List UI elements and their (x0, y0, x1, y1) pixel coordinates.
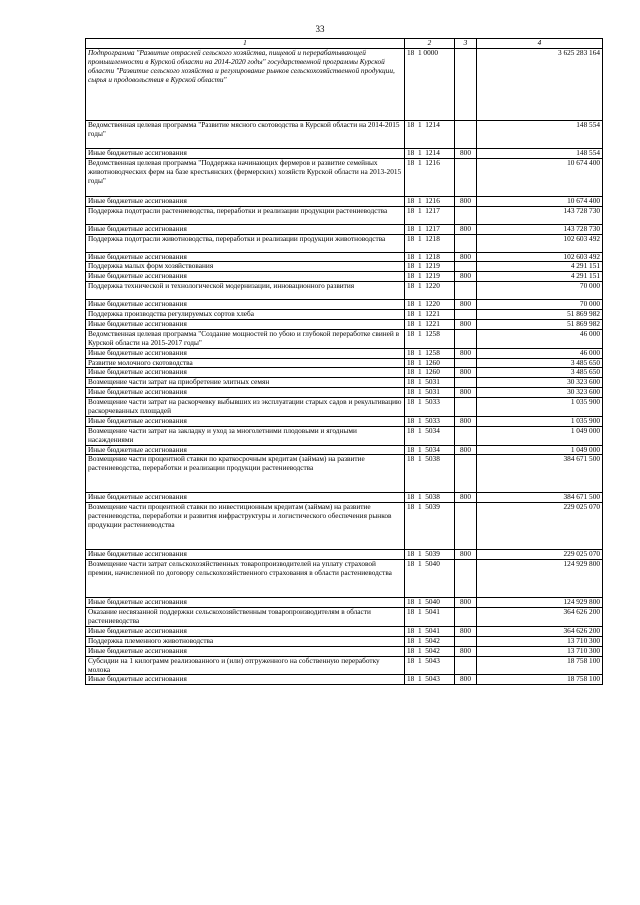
row-amount-cell: 13 710 300 (477, 636, 603, 646)
row-amount-cell: 1 035 900 (477, 416, 603, 426)
row-name-cell: Иные бюджетные ассигнования (86, 300, 405, 310)
row-expense-type-cell: 800 (455, 368, 477, 378)
row-name-cell: Иные бюджетные ассигнования (86, 388, 405, 398)
row-name-cell: Возмещение части затрат сельскохозяйственных товаропроизводителей на уплату страховой премии, начисленной по договору сельскохозяйственного страхования в области растениеводства (86, 560, 405, 598)
row-expense-type-cell: 800 (455, 675, 477, 685)
row-name-cell: Иные бюджетные ассигнования (86, 368, 405, 378)
row-expense-type-cell: 800 (455, 598, 477, 608)
row-amount-cell: 1 049 000 (477, 426, 603, 445)
row-code-cell: 18 1 5042 (405, 636, 455, 646)
row-code-cell: 18 1 5040 (405, 598, 455, 608)
table-row (86, 598, 603, 608)
row-expense-type-cell: 800 (455, 320, 477, 330)
row-amount-cell: 148 554 (477, 148, 603, 158)
row-amount-cell: 10 674 400 (477, 158, 603, 196)
row-name-cell: Иные бюджетные ассигнования (86, 675, 405, 685)
table-row (86, 206, 603, 224)
row-name-cell: Поддержка подотрасли животноводства, переработки и реализации продукции животноводства (86, 234, 405, 252)
table-row (86, 234, 603, 252)
row-amount-cell: 143 728 730 (477, 224, 603, 234)
row-code-cell: 18 1 5034 (405, 445, 455, 455)
row-amount-cell: 70 000 (477, 300, 603, 310)
row-amount-cell: 51 869 982 (477, 310, 603, 320)
table-row (86, 329, 603, 348)
row-amount-cell: 229 025 070 (477, 503, 603, 550)
table-row (86, 48, 603, 120)
table-row (86, 560, 603, 598)
table-header-row (86, 39, 603, 49)
table-row (86, 148, 603, 158)
row-code-cell: 18 1 1258 (405, 348, 455, 358)
row-code-cell: 18 1 5039 (405, 503, 455, 550)
table-row (86, 550, 603, 560)
row-code-cell: 18 1 5033 (405, 398, 455, 417)
row-code-cell: 18 1 1216 (405, 196, 455, 206)
row-amount-cell: 143 728 730 (477, 206, 603, 224)
row-expense-type-cell: 800 (455, 646, 477, 656)
row-name-cell: Развитие молочного скотоводства (86, 358, 405, 368)
table-row (86, 282, 603, 300)
table-row (86, 300, 603, 310)
page-number: 33 (315, 24, 325, 34)
row-name-cell: Иные бюджетные ассигнования (86, 493, 405, 503)
row-expense-type-cell (455, 398, 477, 417)
row-amount-cell: 102 603 492 (477, 234, 603, 252)
table-row (86, 348, 603, 358)
row-expense-type-cell: 800 (455, 493, 477, 503)
row-expense-type-cell: 800 (455, 388, 477, 398)
row-expense-type-cell (455, 206, 477, 224)
table-row (86, 608, 603, 627)
row-amount-cell: 18 758 100 (477, 656, 603, 675)
row-amount-cell: 102 603 492 (477, 252, 603, 262)
row-amount-cell: 3 485 650 (477, 358, 603, 368)
row-amount-cell: 1 049 000 (477, 445, 603, 455)
row-code-cell: 18 1 5039 (405, 550, 455, 560)
row-code-cell: 18 1 1221 (405, 320, 455, 330)
row-name-cell: Иные бюджетные ассигнования (86, 598, 405, 608)
row-expense-type-cell: 800 (455, 550, 477, 560)
row-amount-cell: 3 625 283 164 (477, 48, 603, 120)
row-code-cell: 18 1 1217 (405, 206, 455, 224)
row-expense-type-cell: 800 (455, 348, 477, 358)
table-row (86, 368, 603, 378)
row-amount-cell: 124 929 800 (477, 598, 603, 608)
row-code-cell: 18 1 1220 (405, 300, 455, 310)
table-row (86, 455, 603, 493)
row-name-cell: Иные бюджетные ассигнования (86, 196, 405, 206)
table-row (86, 626, 603, 636)
row-expense-type-cell (455, 329, 477, 348)
row-name-cell: Иные бюджетные ассигнования (86, 626, 405, 636)
row-name-cell: Иные бюджетные ассигнования (86, 445, 405, 455)
row-amount-cell: 30 323 600 (477, 388, 603, 398)
header-col-2: 2 (405, 39, 455, 49)
row-code-cell: 18 1 1217 (405, 224, 455, 234)
row-name-cell: Возмещение части затрат на приобретение элитных семян (86, 378, 405, 388)
row-code-cell: 18 1 1218 (405, 252, 455, 262)
row-code-cell: 18 1 5040 (405, 560, 455, 598)
row-name-cell: Иные бюджетные ассигнования (86, 348, 405, 358)
row-code-cell: 18 1 0000 (405, 48, 455, 120)
row-code-cell: 18 1 5031 (405, 378, 455, 388)
table-row (86, 426, 603, 445)
row-amount-cell: 384 671 500 (477, 455, 603, 493)
row-name-cell: Иные бюджетные ассигнования (86, 252, 405, 262)
row-expense-type-cell (455, 358, 477, 368)
header-col-4: 4 (477, 39, 603, 49)
row-name-cell: Возмещение части процентной ставки по инвестиционным кредитам (займам) на развитие растениеводства, переработки и развития инфраструктуры и логистического обеспечения рынков продукции растениеводства (86, 503, 405, 550)
table-row (86, 310, 603, 320)
row-name-cell: Поддержка подотрасли растениеводства, переработки и реализации продукции растениеводства (86, 206, 405, 224)
row-expense-type-cell (455, 234, 477, 252)
row-amount-cell: 18 758 100 (477, 675, 603, 685)
row-expense-type-cell: 800 (455, 252, 477, 262)
row-expense-type-cell (455, 310, 477, 320)
budget-table (85, 38, 603, 685)
row-code-cell: 18 1 1218 (405, 234, 455, 252)
row-amount-cell: 51 869 982 (477, 320, 603, 330)
row-name-cell: Возмещение части затрат на раскорчевку выбывших из эксплуатации старых садов и рекультивацию раскорчеванных площадей (86, 398, 405, 417)
table-row (86, 445, 603, 455)
row-expense-type-cell: 800 (455, 300, 477, 310)
row-code-cell: 18 1 5038 (405, 493, 455, 503)
row-expense-type-cell: 800 (455, 416, 477, 426)
row-code-cell: 18 1 5033 (405, 416, 455, 426)
table-row (86, 320, 603, 330)
table-row (86, 503, 603, 550)
row-name-cell: Поддержка малых форм хозяйствования (86, 262, 405, 272)
row-expense-type-cell (455, 426, 477, 445)
row-name-cell: Иные бюджетные ассигнования (86, 224, 405, 234)
table-row (86, 398, 603, 417)
row-code-cell: 18 1 5038 (405, 455, 455, 493)
table-row (86, 262, 603, 272)
row-name-cell: Иные бюджетные ассигнования (86, 272, 405, 282)
row-expense-type-cell (455, 656, 477, 675)
row-name-cell: Подпрограмма "Развитие отраслей сельского хозяйства, пищевой и перерабатывающей промышленности в Курской области на 2014-2020 годы" государственной программы Курской области "Развитие сельского хозяйства и регулирование рынков сельскохозяйственной продукции, сырья и продовольствия в Курской области" (86, 48, 405, 120)
row-name-cell: Иные бюджетные ассигнования (86, 320, 405, 330)
table-row (86, 493, 603, 503)
row-expense-type-cell: 800 (455, 148, 477, 158)
row-code-cell: 18 1 5043 (405, 675, 455, 685)
row-amount-cell: 384 671 500 (477, 493, 603, 503)
row-name-cell: Поддержка производства регулируемых сортов хлеба (86, 310, 405, 320)
row-expense-type-cell (455, 560, 477, 598)
row-name-cell: Оказание несвязанной поддержки сельскохозяйственным товаропроизводителям в области растениеводства (86, 608, 405, 627)
row-amount-cell: 364 626 200 (477, 608, 603, 627)
table-row (86, 272, 603, 282)
row-amount-cell: 13 710 300 (477, 646, 603, 656)
row-code-cell: 18 1 1221 (405, 310, 455, 320)
row-name-cell: Иные бюджетные ассигнования (86, 416, 405, 426)
row-amount-cell: 1 035 900 (477, 398, 603, 417)
row-name-cell: Ведомственная целевая программа "Развитие мясного скотоводства в Курской области на 2014-2015 годы" (86, 120, 405, 148)
row-name-cell: Поддержка технической и технологической модернизации, инновационного развития (86, 282, 405, 300)
table-row (86, 656, 603, 675)
row-amount-cell: 148 554 (477, 120, 603, 148)
table-row (86, 358, 603, 368)
row-expense-type-cell (455, 282, 477, 300)
row-code-cell: 18 1 1258 (405, 329, 455, 348)
row-name-cell: Иные бюджетные ассигнования (86, 148, 405, 158)
row-expense-type-cell: 800 (455, 272, 477, 282)
row-expense-type-cell (455, 158, 477, 196)
row-amount-cell: 70 000 (477, 282, 603, 300)
row-code-cell: 18 1 1219 (405, 262, 455, 272)
row-code-cell: 18 1 1260 (405, 368, 455, 378)
row-name-cell: Иные бюджетные ассигнования (86, 646, 405, 656)
row-amount-cell: 10 674 400 (477, 196, 603, 206)
row-code-cell: 18 1 5041 (405, 626, 455, 636)
row-name-cell: Ведомственная целевая программа "Создание мощностей по убою и глубокой переработке свиней в Курской области на 2015-2017 годы" (86, 329, 405, 348)
row-code-cell: 18 1 1219 (405, 272, 455, 282)
row-expense-type-cell (455, 636, 477, 646)
row-code-cell: 18 1 1214 (405, 148, 455, 158)
row-name-cell: Поддержка племенного животноводства (86, 636, 405, 646)
row-code-cell: 18 1 5031 (405, 388, 455, 398)
row-code-cell: 18 1 1260 (405, 358, 455, 368)
row-expense-type-cell (455, 378, 477, 388)
row-expense-type-cell: 800 (455, 224, 477, 234)
row-code-cell: 18 1 5041 (405, 608, 455, 627)
table-row (86, 120, 603, 148)
table-row (86, 646, 603, 656)
row-expense-type-cell (455, 503, 477, 550)
table-row (86, 675, 603, 685)
row-code-cell: 18 1 5034 (405, 426, 455, 445)
row-code-cell: 18 1 1216 (405, 158, 455, 196)
table-row (86, 416, 603, 426)
row-expense-type-cell (455, 120, 477, 148)
row-expense-type-cell: 800 (455, 196, 477, 206)
row-code-cell: 18 1 1214 (405, 120, 455, 148)
row-expense-type-cell (455, 48, 477, 120)
row-code-cell: 18 1 5043 (405, 656, 455, 675)
row-amount-cell: 4 291 151 (477, 262, 603, 272)
row-name-cell: Возмещение части затрат на закладку и уход за многолетними плодовыми и ягодными насаждениями (86, 426, 405, 445)
row-expense-type-cell: 800 (455, 626, 477, 636)
row-code-cell: 18 1 1220 (405, 282, 455, 300)
row-amount-cell: 124 929 800 (477, 560, 603, 598)
row-amount-cell: 30 323 600 (477, 378, 603, 388)
row-expense-type-cell (455, 262, 477, 272)
table-body (86, 48, 603, 684)
table-row (86, 636, 603, 646)
table-row (86, 158, 603, 196)
row-expense-type-cell (455, 608, 477, 627)
table-row (86, 196, 603, 206)
row-code-cell: 18 1 5042 (405, 646, 455, 656)
row-expense-type-cell (455, 455, 477, 493)
header-col-1: 1 (86, 39, 405, 49)
row-amount-cell: 46 000 (477, 329, 603, 348)
row-name-cell: Субсидии на 1 килограмм реализованного и (или) отгруженного на собственную переработку молока (86, 656, 405, 675)
table-row (86, 388, 603, 398)
row-expense-type-cell: 800 (455, 445, 477, 455)
table-row (86, 252, 603, 262)
row-name-cell: Возмещение части процентной ставки по краткосрочным кредитам (займам) на развитие растениеводства, переработки и реализации продукции растениеводства (86, 455, 405, 493)
row-amount-cell: 3 485 650 (477, 368, 603, 378)
table-row (86, 378, 603, 388)
row-amount-cell: 46 000 (477, 348, 603, 358)
row-amount-cell: 229 025 070 (477, 550, 603, 560)
row-name-cell: Ведомственная целевая программа "Поддержка начинающих фермеров и развитие семейных животноводческих ферм на базе крестьянских (фермерских) хозяйств Курской области на 2013-2015 годы" (86, 158, 405, 196)
row-name-cell: Иные бюджетные ассигнования (86, 550, 405, 560)
header-col-3: 3 (455, 39, 477, 49)
table-row (86, 224, 603, 234)
row-amount-cell: 364 626 200 (477, 626, 603, 636)
row-amount-cell: 4 291 151 (477, 272, 603, 282)
